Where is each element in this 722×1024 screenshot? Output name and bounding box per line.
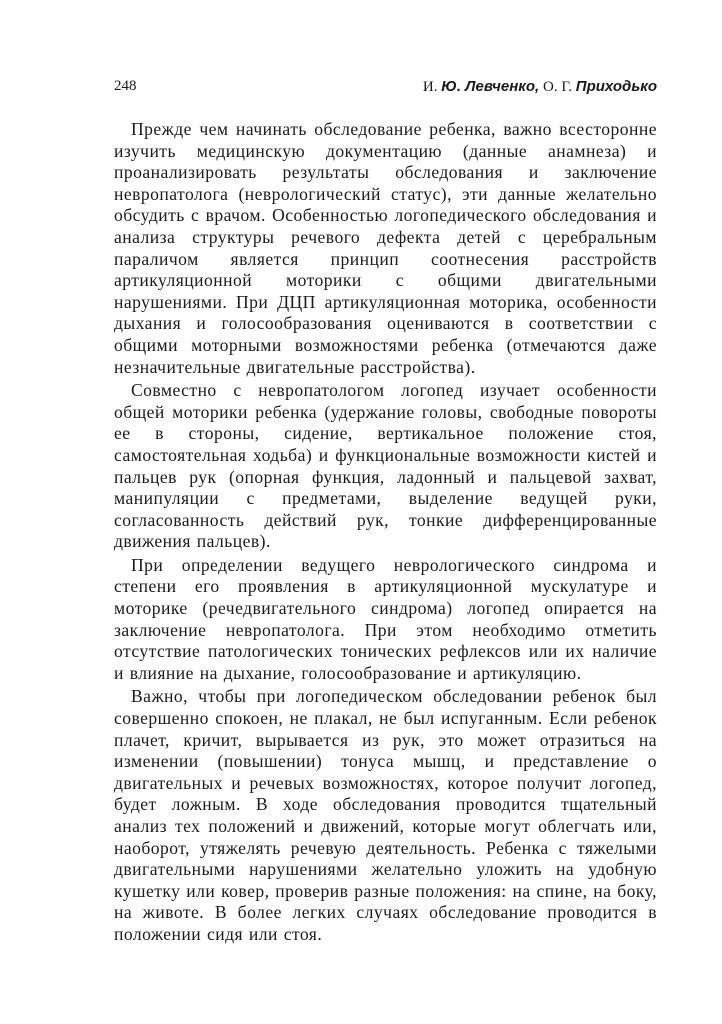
author1-surname: Ю. Левченко, [441,78,540,95]
paragraph-4: Важно, чтобы при логопедическом обследовании ребенок был совершенно спокоен, не плакал, не был испуганным. Если ребенок плачет, кричит, вырывается из рук, это может отразиться на изменении (повышении) тонуса мышц, и представление о двигательных и речевых возможностях, которое получит логопед, будет ложным. В ходе обследования проводится тщательный анализ тех положений и движений, которые могут облегчать или, наоборот, утяжелять речевую деятельность. Ребенка с тяжелыми двигательными нарушениями желательно уложить на удобную кушетку или ковер, проверив разные положения: на спине, на боку, на животе. В более легких случаях обследование проводится в положении сидя или стоя. [114,686,657,944]
running-head-authors [423,78,657,96]
book-page [114,78,657,948]
body-text [114,119,657,946]
paragraph-3: При определении ведущего неврологического синдрома и степени его проявления в артикуляционной мускулатуре и моторике (речедвигательного синдрома) логопед опирается на заключение невропатолога. При этом необходимо отметить отсутствие патологических тонических рефлексов или их наличие и влияние на дыхание, голосообразование и артикуляцию. [114,554,657,683]
author2-surname: Приходько [575,78,657,95]
author2-initials: О. Г. [542,79,573,95]
paragraph-2: Совместно с невропатологом логопед изучает особенности общей моторики ребенка (удержание головы, свободные повороты ее в стороны, сидение, вертикальное положение стоя, самостоятельная ходьба) и функциональные возможности кистей и пальцев рук (опорная функция, ладонный и пальцевой захват, манипуляции с предметами, выделение ведущей руки, согласованность действий рук, тонкие дифференцированные движения пальцев). [114,380,657,552]
page-header [114,78,657,102]
author1-initials: И. [422,79,438,95]
page-number: 248 [114,78,137,94]
paragraph-1: Прежде чем начинать обследование ребенка, важно всесторонне изучить медицинскую документацию (данные анамнеза) и проанализировать результаты обследования и заключение невропатолога (неврологический статус), эти данные желательно обсудить с врачом. Особенностью логопедического обследования и анализа структуры речевого дефекта детей с церебральным параличом является принцип соотнесения расстройств артикуляционной моторики с общими двигательными нарушениями. При ДЦП артикуляционная моторика, особенности дыхания и голосообразования оцениваются в соответствии с общими моторными возможностями ребенка (отмечаются даже незначительные двигательные расстройства). [114,119,657,377]
